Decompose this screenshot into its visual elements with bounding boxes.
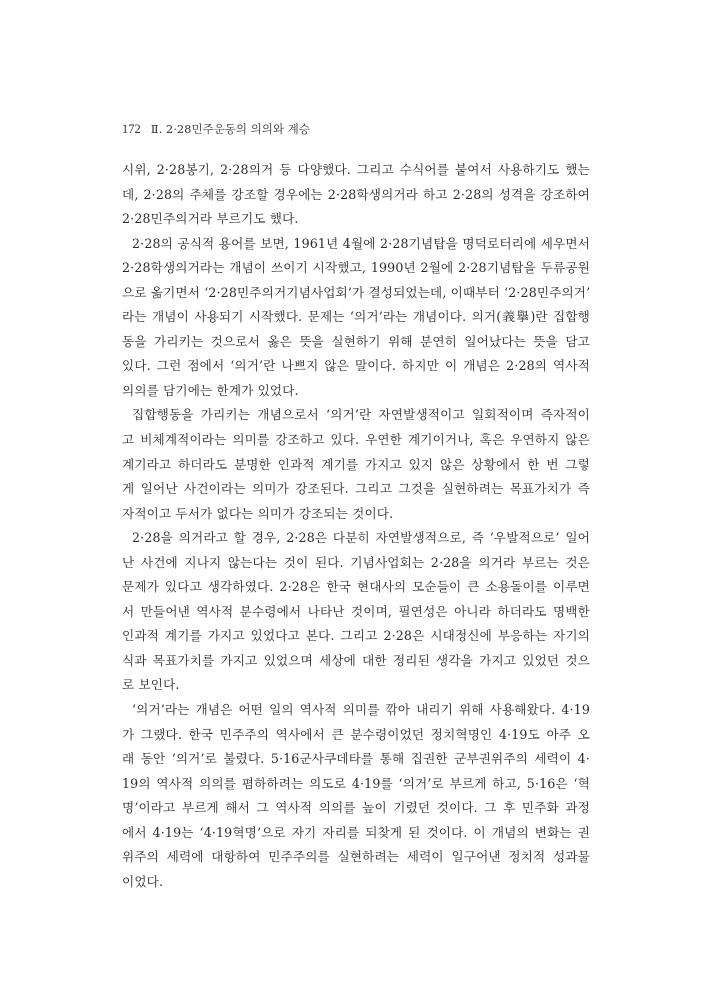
text-line: 있다. 그런 점에서 ‘의거’란 나쁘지 않은 말이다. 하지만 이 개념은 2·28의 역사적: [122, 358, 590, 374]
text-line: 19의 역사적 의의를 폄하하려는 의도로 4·19를 ‘의거’로 부르게 하고, 5·16은 ‘혁: [122, 775, 590, 791]
text-line: 의의를 담기에는 한계가 있었다.: [122, 382, 299, 398]
text-line: 인과적 계기를 가지고 있었다고 본다. 그리고 2·28은 시대정신에 부응하는 자기의: [122, 628, 590, 644]
text-line: 에서 4·19는 ‘4·19혁명’으로 자기 자리를 되찾게 된 것이다. 이 개념의 변화는 권: [122, 824, 590, 840]
text-line: 라는 개념이 사용되기 시작했다. 문제는 ‘의거’라는 개념이다. 의거(義擧)란 집합행: [122, 309, 590, 325]
page-number: 172: [122, 122, 141, 136]
text-line: 동을 가리키는 것으로서 옳은 뜻을 실현하기 위해 분연히 일어났다는 뜻을 담고: [122, 333, 590, 349]
text-line: 위주의 세력에 대항하여 민주주의를 실현하려는 세력이 일구어낸 정치적 성과물: [122, 849, 590, 865]
paragraph-2: [122, 232, 590, 404]
text-line: 고 비체계적이라는 의미를 강조하고 있다. 우연한 계기이거나, 혹은 우연하지 않은: [122, 432, 590, 448]
text-line: 집합행동을 가리키는 개념으로서 ‘의거’란 자연발생적이고 일회적이며 즉자적이: [132, 407, 590, 423]
text-line: 서 만들어낸 역사적 분수령에서 나타난 것이며, 필연성은 아니라 하더라도 명백한: [122, 603, 590, 619]
text-line: 데, 2·28의 주체를 강조할 경우에는 2·28학생의거라 하고 2·28의 성격을 강조하여: [122, 186, 590, 202]
text-line: 계기라고 하더라도 분명한 인과적 계기를 가지고 있지 않은 상황에서 한 번 그렇: [122, 456, 590, 472]
text-line: ‘의거’라는 개념은 어떤 일의 역사적 의미를 깎아 내리기 위해 사용해왔다. 4·19: [132, 702, 590, 718]
paragraph-5: [122, 698, 590, 894]
text-line: 2·28의 공식적 용어를 보면, 1961년 4월에 2·28기념탑을 명덕로터리에 세우면서: [132, 235, 590, 251]
chapter-title: Ⅱ. 2·28민주운동의 의의와 계승: [150, 122, 310, 136]
paragraph-3: [122, 403, 590, 526]
text-line: 로 보인다.: [122, 677, 180, 693]
text-line: 가 그랬다. 한국 민주주의 역사에서 큰 분수령이었던 정치혁명인 4·19도 아주 오: [122, 726, 590, 742]
text-line: 래 동안 ‘의거’로 불렸다. 5·16군사쿠데타를 통해 집권한 군부권위주의 세력이 4·: [122, 751, 590, 767]
body-text: [122, 158, 590, 894]
paragraph-4: [122, 526, 590, 698]
running-header: [122, 121, 592, 137]
text-line: 난 사건에 지나지 않는다는 것이 된다. 기념사업회는 2·28을 의거라 부르는 것은: [122, 554, 590, 570]
text-line: 문제가 있다고 생각하였다. 2·28은 한국 현대사의 모순들이 큰 소용돌이를 이루면: [122, 579, 590, 595]
text-line: 으로 옮기면서 ‘2·28민주의거기념사업회’가 결성되었는데, 이때부터 ‘2·28민주의거’: [122, 284, 591, 300]
text-line: 2·28을 의거라고 할 경우, 2·28은 다분히 자연발생적으로, 즉 ‘우발적으로’ 일어: [132, 530, 590, 546]
text-line: 게 일어난 사건이라는 의미가 강조된다. 그리고 그것을 실현하려는 목표가치가 즉: [122, 481, 590, 497]
text-line: 자적이고 두서가 없다는 의미가 강조되는 것이다.: [122, 505, 394, 521]
text-line: 2·28민주의거라 부르기도 했다.: [122, 211, 299, 227]
text-line: 2·28학생의거라는 개념이 쓰이기 시작했고, 1990년 2월에 2·28기념탑을 두류공원: [122, 260, 590, 276]
text-line: 시위, 2·28봉기, 2·28의거 등 다양했다. 그리고 수식어를 붙여서 사용하기도 했는: [122, 162, 590, 177]
paragraph-1: [122, 158, 590, 232]
text-line: 식과 목표가치를 가지고 있었으며 세상에 대한 정리된 생각을 가지고 있었던 것으: [122, 652, 590, 668]
text-line: 명’이라고 부르게 해서 그 역사적 의의를 높이 기렸던 것이다. 그 후 민주화 과정: [122, 800, 590, 816]
text-line: 이었다.: [122, 873, 164, 889]
